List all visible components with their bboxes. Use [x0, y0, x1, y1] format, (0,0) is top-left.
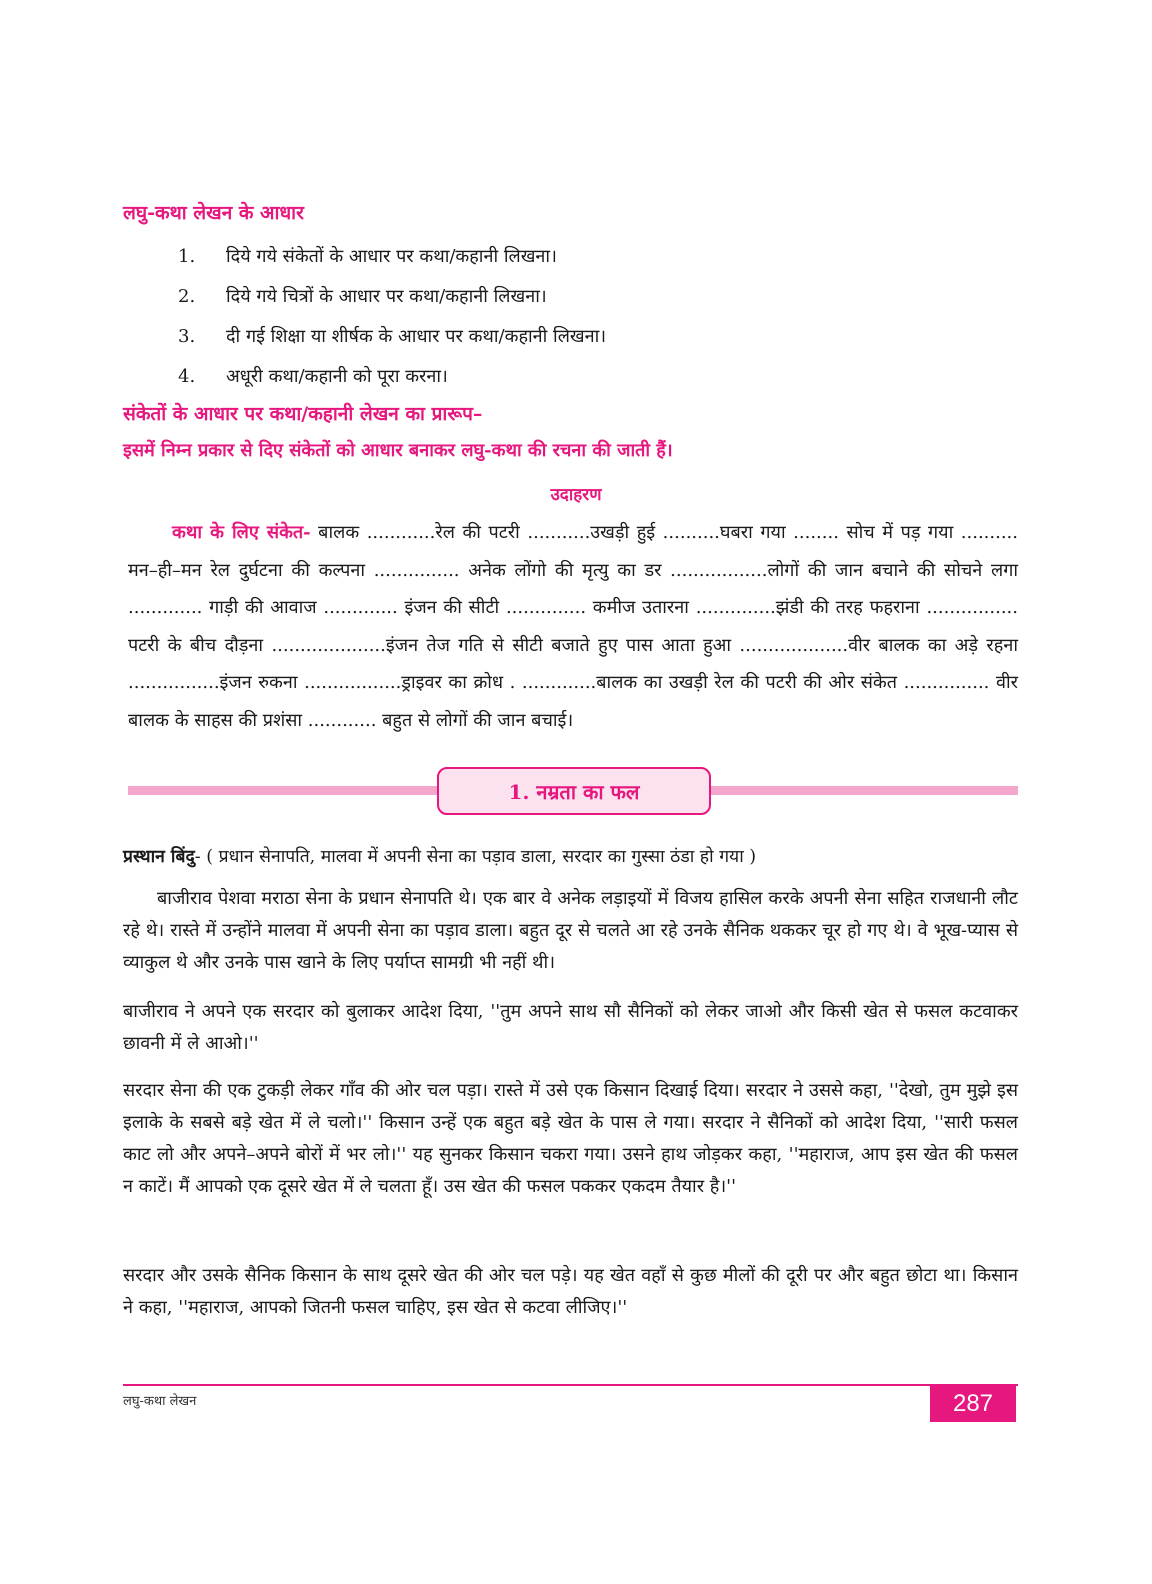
example-title: उदाहरण	[550, 485, 602, 505]
story-paragraph-4: सरदार और उसके सैनिक किसान के साथ दूसरे खेत की ओर चल पड़े। यह खेत वहाँ से कुछ मीलों की दूरी पर और बहुत छोटा था। किसान ने कहा, ''महाराज, आपको जितनी फसल चाहिए, इस खेत से कटवा लीजिए।''	[123, 1265, 1018, 1318]
list-text: अधूरी कथा/कहानी को पूरा करना।	[226, 366, 448, 387]
list-item	[178, 316, 938, 356]
heading-format-description: इसमें निम्न प्रकार से दिए संकेतों को आधार बनाकर लघु-कथा की रचना की जाती हैं।	[123, 440, 673, 461]
list-item	[178, 276, 938, 316]
story-paragraph-3: सरदार सेना की एक टुकड़ी लेकर गाँव की ओर चल पड़ा। रास्ते में उसे एक किसान दिखाई दिया। सरदार ने उससे कहा, ''देखो, तुम मुझे इस इलाके के सबसे बड़े खेत में ले चलो।'' किसान उन्हें एक बहुत बड़े खेत के पास ले गया। सरदार ने सैनिकों को आदेश दिया, ''सारी फसल काट लो और अपने–अपने बोरों में भर लो।'' यह सुनकर किसान चकरा गया। उसने हाथ जोड़कर कहा, ''महाराज, आप इस खेत की फसल न काटें। मैं आपको एक दूसरे खेत में ले चलता हूँ। उस खेत की फसल पककर एकदम तैयार है।''	[123, 1080, 1018, 1197]
list-number: 1.	[178, 245, 196, 267]
story-title: 1. नम्रता का फल	[437, 767, 711, 815]
hints-label: कथा के लिए संकेत-	[172, 522, 311, 543]
footer-divider	[123, 1384, 1018, 1386]
heading-basis: लघु-कथा लेखन के आधार	[123, 202, 304, 224]
points-label: प्रस्थान बिंदु	[123, 847, 195, 867]
page-number: 287	[930, 1385, 1016, 1422]
list-number: 3.	[178, 325, 196, 347]
story-paragraph-1: बाजीराव पेशवा मराठा सेना के प्रधान सेनापति थे। एक बार वे अनेक लड़ाइयों में विजय हासिल करके अपनी सेना सहित राजधानी लौट रहे थे। रास्ते में उन्होंने मालवा में अपनी सेना का पड़ाव डाला। बहुत दूर से चलते आ रहे उनके सैनिक थककर चूर हो गए थे। वे भूख-प्यास से व्याकुल थे और उनके पास खाने के लिए पर्याप्त सामग्री भी नहीं थी।	[123, 888, 1018, 973]
starting-points	[123, 844, 756, 868]
list-text: दिये गये चित्रों के आधार पर कथा/कहानी लिखना।	[226, 286, 547, 307]
heading-format: संकेतों के आधार पर कथा/कहानी लेखन का प्रारूप–	[123, 403, 483, 425]
list-item	[178, 356, 938, 396]
list-number: 2.	[178, 285, 196, 307]
list-number: 4.	[178, 365, 196, 387]
list-text: दिये गये संकेतों के आधार पर कथा/कहानी लिखना।	[226, 246, 557, 267]
list-text: दी गई शिक्षा या शीर्षक के आधार पर कथा/कहानी लिखना।	[226, 326, 607, 347]
story-hints	[128, 514, 1018, 739]
footer-chapter: लघु-कथा लेखन	[123, 1394, 197, 1409]
basis-list	[178, 236, 938, 396]
story-paragraph-2: बाजीराव ने अपने एक सरदार को बुलाकर आदेश दिया, ''तुम अपने साथ सौ सैनिकों को लेकर जाओ और किसी खेत से फसल कटवाकर छावनी में ले आओ।''	[123, 1001, 1018, 1054]
list-item	[178, 236, 938, 276]
hints-text: बालक ............रेल की पटरी ...........उखड़ी हुई ..........घबरा गया ........ सोच में पड़ गया .......... मन–ही–मन रेल दुर्घटना की कल्पना ............... अनेक लोंगो की मृत्यु का डर .................लोगों की जान बचाने की सोचने लगा ............. गाड़ी की आवाज ............. इंजन की सीटी .............. कमीज उतारना ..............झंडी की तरह फहराना ................ पटरी के बीच दौड़ना ....................इंजन तेज गति से सीटी बजाते हुए पास आता हुआ ...................वीर बालक का अड़े रहना ................इंजन रुकना .................ड्राइवर का क्रोध . .............बालक का उखड़ी रेल की पटरी की ओर संकेत ............... वीर बालक के साहस की प्रशंसा ............ बहुत से लोगों की जान बचाई।	[128, 522, 1018, 731]
points-text: - ( प्रधान सेनापति, मालवा में अपनी सेना का पड़ाव डाला, सरदार का गुस्सा ठंडा हो गया )	[194, 847, 757, 867]
